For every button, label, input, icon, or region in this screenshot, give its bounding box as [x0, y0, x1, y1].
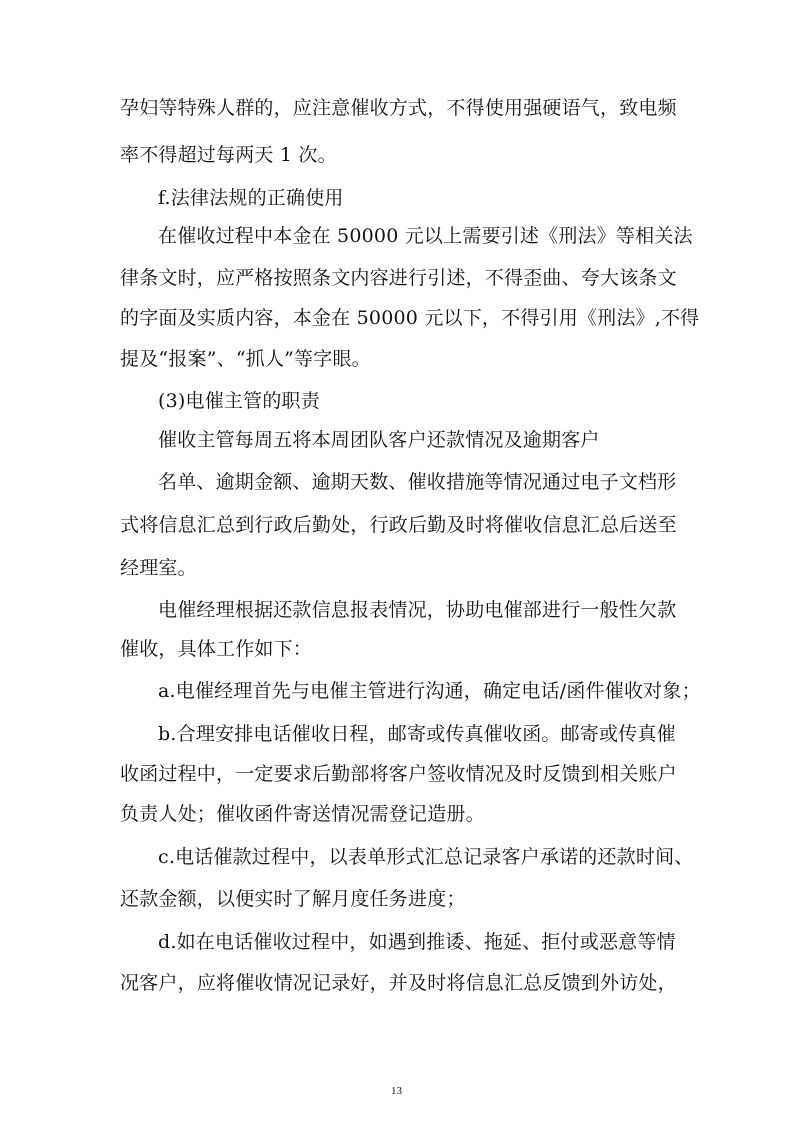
text-line: 况客户，应将催收情况记录好，并及时将信息汇总反馈到外访处， — [120, 972, 677, 994]
text-line: 名单、逾期金额、逾期天数、催收措施等情况通过电子文档形 — [158, 471, 677, 493]
list-item: b.合理安排电话催收日程，邮寄或传真催收函。邮寄或传真催 — [158, 723, 676, 745]
list-item: a.电催经理首先与电催主管进行沟通，确定电话/函件催收对象； — [158, 680, 701, 702]
section-heading: f.法律法规的正确使用 — [158, 187, 344, 209]
text-line: 提及“报案”、“抓人”等字眼。 — [120, 348, 371, 370]
text-line: 还款金额，以便实时了解月度任务进度； — [120, 888, 466, 910]
text-line: 率不得超过每两天 1 次。 — [120, 144, 337, 166]
text-line: 在催收过程中本金在 50000 元以上需要引述《刑法》等相关法 — [158, 225, 693, 247]
text-line: 催收，具体工作如下： — [120, 638, 313, 660]
section-heading: (3)电催主管的职责 — [158, 390, 320, 412]
text-line: 电催经理根据还款信息报表情况，协助电催部进行一般性欠款 — [158, 599, 677, 621]
text-line: 律条文时，应严格按照条文内容进行引述，不得歪曲、夸大该条文 — [120, 267, 677, 289]
text-line: 经理室。 — [120, 557, 197, 579]
text-line: 式将信息汇总到行政后勤处，行政后勤及时将催收信息汇总后送至 — [120, 514, 677, 536]
list-item: c.电话催款过程中，以表单形式汇总记录客户承诺的还款时间、 — [158, 846, 694, 868]
text-line: 负责人处；催收函件寄送情况需登记造册。 — [120, 803, 485, 825]
text-line: 的字面及实质内容，本金在 50000 元以下，不得引用《刑法》,不得 — [120, 307, 700, 329]
text-line: 催收主管每周五将本周团队客户还款情况及逾期客户 — [158, 429, 600, 451]
text-line: 收函过程中，一定要求后勤部将客户签收情况及时反馈到相关账户 — [120, 763, 677, 785]
text-line: 孕妇等特殊人群的，应注意催收方式，不得使用强硬语气，致电频 — [120, 97, 677, 119]
list-item: d.如在电话催收过程中，如遇到推诿、拖延、拒付或恶意等情 — [158, 931, 676, 953]
page-number: 13 — [391, 1085, 402, 1097]
